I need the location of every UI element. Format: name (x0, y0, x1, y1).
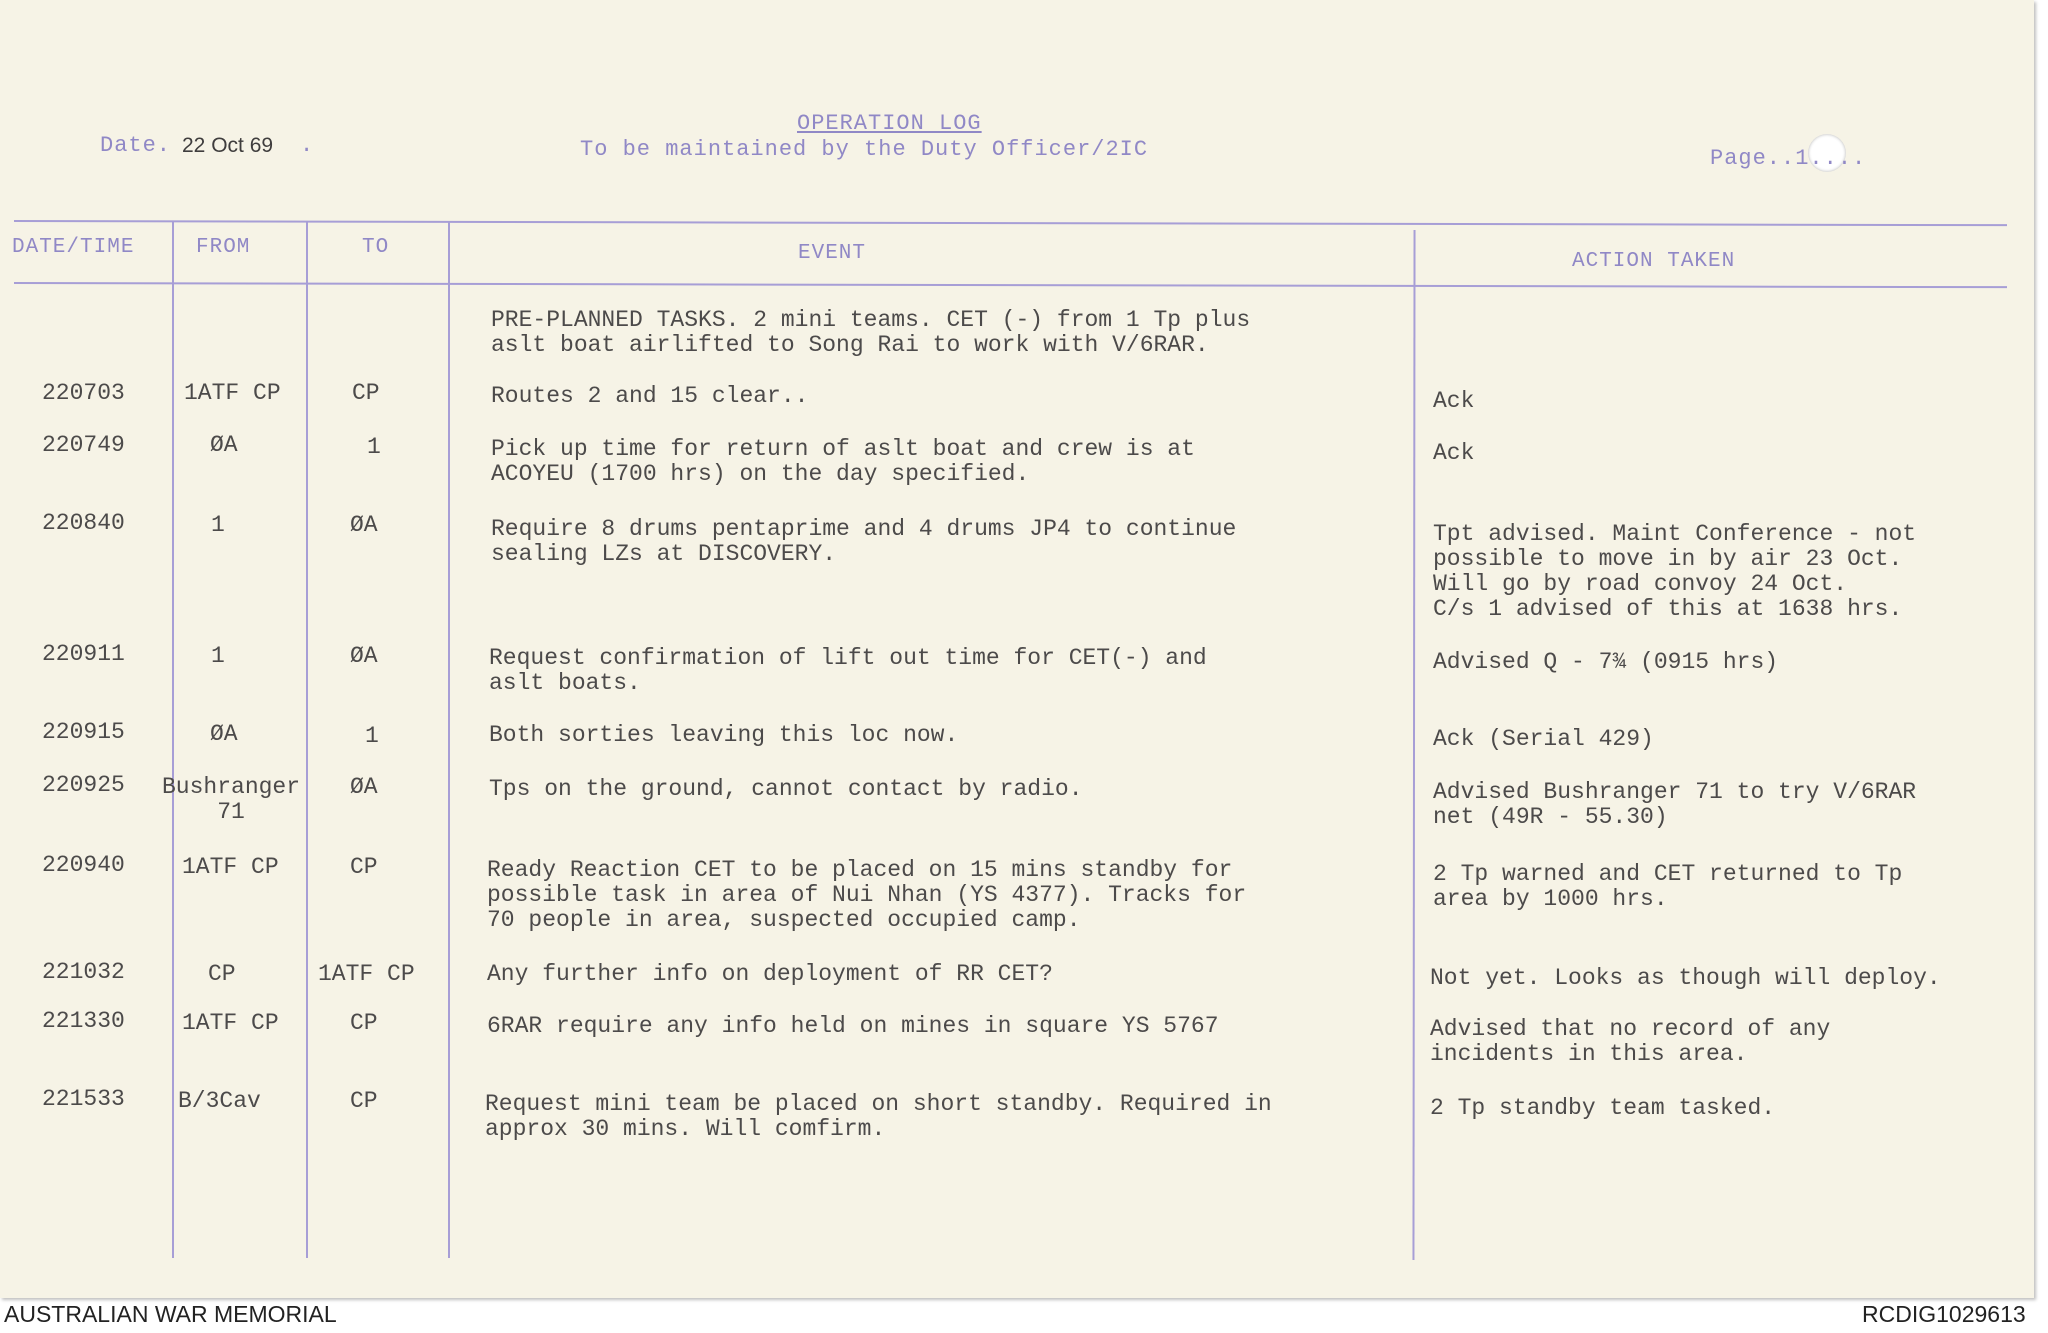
row-7-time: 220940 (42, 852, 125, 878)
row-8-from: CP (208, 961, 236, 987)
date-value: 22 Oct 69 (182, 134, 274, 157)
header-top-rule (14, 220, 2007, 226)
row-3-from: 1 (211, 512, 225, 538)
row-7-action: 2 Tp warned and CET returned to Tp area by 1000 hrs. (1433, 861, 1903, 912)
row-9-event: 6RAR require any info held on mines in square YS 5767 (487, 1013, 1219, 1039)
row-1-to: CP (352, 380, 380, 406)
preplanned-tasks-note: PRE-PLANNED TASKS. 2 mini teams. CET (-) from 1 Tp plus aslt boat airlifted to Song Rai to work with V/6RAR. (491, 307, 1251, 358)
row-4-event: Request confirmation of lift out time for CET(-) and aslt boats. (489, 645, 1207, 696)
row-8-event: Any further info on deployment of RR CET? (487, 961, 1053, 987)
row-1-from: 1ATF CP (184, 380, 281, 406)
footer-record-id: RCDIG1029613 (1862, 1301, 2026, 1327)
row-10-event: Request mini team be placed on short standby. Required in approx 30 mins. Will comfirm. (485, 1091, 1272, 1142)
col-header-to: TO (362, 236, 390, 259)
header-bottom-rule (14, 282, 2007, 288)
row-6-action: Advised Bushranger 71 to try V/6RAR net (49R - 55.30) (1433, 779, 1917, 830)
row-4-to: ØA (350, 643, 378, 669)
row-4-from: 1 (211, 643, 225, 669)
column-divider (306, 222, 308, 1258)
row-6-from: Bushranger 71 (162, 774, 301, 825)
row-2-from: ØA (210, 432, 238, 458)
log-title: OPERATION LOG (797, 111, 982, 136)
row-7-event: Ready Reaction CET to be placed on 15 mins standby for possible task in area of Nui Nhan (YS 4377). Tracks for 70 people in area, suspected occupied camp. (487, 857, 1247, 933)
row-9-from: 1ATF CP (182, 1010, 279, 1036)
row-7-to: CP (350, 854, 378, 880)
row-3-to: ØA (350, 512, 378, 538)
row-4-action: Advised Q - 7¾ (0915 hrs) (1433, 649, 1779, 675)
row-10-action: 2 Tp standby team tasked. (1430, 1095, 1776, 1121)
col-header-from: FROM (196, 236, 251, 259)
row-8-action: Not yet. Looks as though will deploy. (1430, 965, 1941, 991)
row-5-action: Ack (Serial 429) (1433, 726, 1654, 752)
row-2-to: 1 (367, 434, 381, 460)
column-divider (172, 222, 174, 1258)
row-1-event: Routes 2 and 15 clear.. (491, 383, 809, 409)
col-header-action: ACTION TAKEN (1572, 250, 1736, 273)
row-2-event: Pick up time for return of aslt boat and crew is at ACOYEU (1700 hrs) on the day specified. (491, 436, 1195, 487)
row-9-to: CP (350, 1010, 378, 1036)
page-number: Page..1.... (1710, 146, 1867, 171)
row-2-time: 220749 (42, 432, 125, 458)
column-divider (448, 222, 450, 1258)
row-6-to: ØA (350, 774, 378, 800)
row-5-time: 220915 (42, 719, 125, 745)
row-7-from: 1ATF CP (182, 854, 279, 880)
row-3-event: Require 8 drums pentaprime and 4 drums JP4 to continue sealing LZs at DISCOVERY. (491, 516, 1237, 567)
row-5-from: ØA (210, 721, 238, 747)
date-label: Date. (100, 133, 172, 158)
row-10-to: CP (350, 1088, 378, 1114)
row-9-action: Advised that no record of any incidents in this area. (1430, 1016, 1831, 1067)
row-6-event: Tps on the ground, cannot contact by radio. (489, 776, 1083, 802)
row-3-action: Tpt advised. Maint Conference - not possible to move in by air 23 Oct. Will go by road convoy 24 Oct. C/s 1 advised of this at 1638 hrs. (1433, 521, 1917, 622)
row-4-time: 220911 (42, 641, 125, 667)
log-subtitle: To be maintained by the Duty Officer/2IC (580, 137, 1149, 162)
row-8-time: 221032 (42, 959, 125, 985)
row-8-to: 1ATF CP (318, 961, 415, 987)
date-dots: . (300, 133, 315, 158)
row-10-time: 221533 (42, 1086, 125, 1112)
row-10-from: B/3Cav (178, 1088, 261, 1114)
row-1-action: Ack (1433, 388, 1475, 414)
footer-institution: AUSTRALIAN WAR MEMORIAL (4, 1301, 337, 1327)
row-3-time: 220840 (42, 510, 125, 536)
column-divider (1412, 230, 1415, 1260)
row-9-time: 221330 (42, 1008, 125, 1034)
col-header-event: EVENT (798, 242, 867, 265)
row-1-time: 220703 (42, 380, 125, 406)
row-5-to: 1 (365, 723, 379, 749)
row-6-time: 220925 (42, 772, 125, 798)
row-5-event: Both sorties leaving this loc now. (489, 722, 959, 748)
col-header-datetime: DATE/TIME (12, 236, 135, 259)
row-2-action: Ack (1433, 440, 1475, 466)
